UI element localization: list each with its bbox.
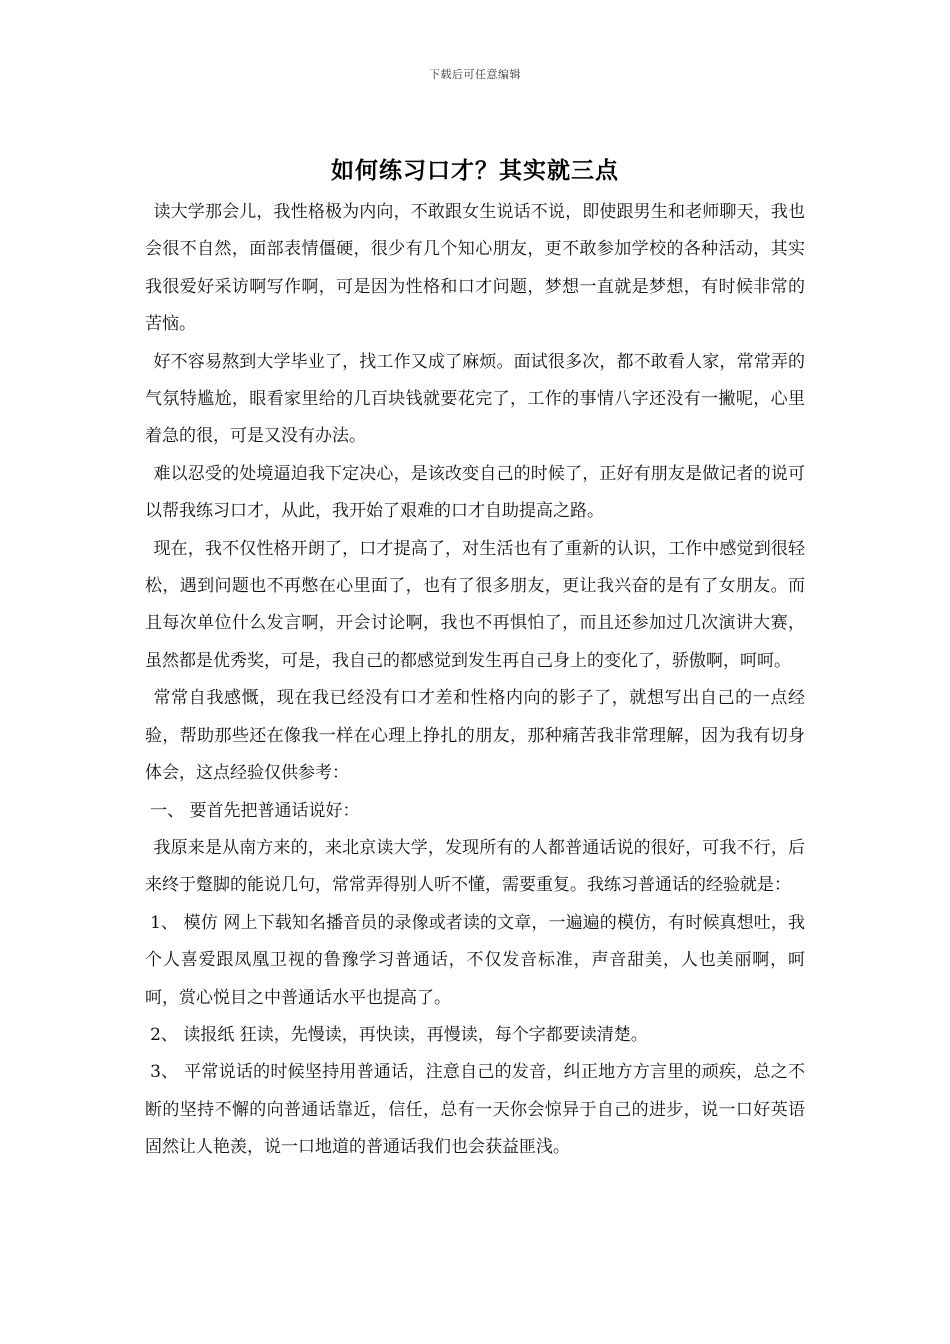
paragraph-intro: 读大学那会儿，我性格极为内向，不敢跟女生说话不说，即使跟男生和老师聊天，我也会很不自然，面部表情僵硬，很少有几个知心朋友，更不敢参加学校的各种活动，其实我很爱好采访啊写作啊，可是因为性格和口才问题，梦想一直就是梦想，有时候非常的苦恼。: [145, 202, 805, 335]
document-title: 如何练习口才？其实就三点: [331, 157, 619, 184]
header-note: 下载后可任意编辑: [429, 68, 521, 81]
section-heading-mandarin: 一、 要首先把普通话说好：: [150, 800, 360, 821]
paragraph-job-search: 好不容易熬到大学毕业了，找工作又成了麻烦。面试很多次，都不敢看人家，常常弄的气氛特尴尬，眼看家里给的几百块钱就要花完了，工作的事情八字还没有一撇呢，心里着急的很，可是又没有办法。: [145, 351, 805, 447]
paragraph-decision: 难以忍受的处境逼迫我下定决心，是该改变自己的时候了，正好有朋友是做记者的说可以帮我练习口才，从此，我开始了艰难的口才自助提高之路。: [145, 463, 805, 522]
list-item-read-newspaper: 2、 读报纸 狂读，先慢读，再快读，再慢读，每个字都要读清楚。: [150, 1024, 648, 1045]
document-body: [145, 194, 805, 1167]
paragraph-mandarin-story: 我原来是从南方来的，来北京读大学，发现所有的人都普通话说的很好，可我不行，后来终于蹩脚的能说几句，常常弄得别人听不懂，需要重复。我练习普通话的经验就是：: [145, 837, 805, 896]
list-item-imitate: 1、 模仿 网上下载知名播音员的录像或者读的文章，一遍遍的模仿，有时候真想吐，我个人喜爱跟凤凰卫视的鲁豫学习普通话，不仅发音标准，声音甜美，人也美丽啊，呵呵，赏心悦目之中普通话水平也提高了。: [145, 912, 805, 1008]
list-item-daily-practice: 3、 平常说话的时候坚持用普通话，注意自己的发音，纠正地方方言里的顽疾，总之不断的坚持不懈的向普通话靠近，信任，总有一天你会惊异于自己的进步，说一口好英语固然让人艳羡，说一口地道的普通话我们也会获益匪浅。: [145, 1062, 805, 1158]
paragraph-reflection: 常常自我感慨，现在我已经没有口才差和性格内向的影子了，就想写出自己的一点经验，帮助那些还在像我一样在心理上挣扎的朋友，那种痛苦我非常理解，因为我有切身体会，这点经验仅供参考：: [145, 688, 805, 784]
paragraph-now: 现在，我不仅性格开朗了，口才提高了，对生活也有了重新的认识，工作中感觉到很轻松，遇到问题也不再憋在心里面了，也有了很多朋友，更让我兴奋的是有了女朋友。而且每次单位什么发言啊，开会讨论啊，我也不再惧怕了，而且还参加过几次演讲大赛，虽然都是优秀奖，可是，我自己的都感觉到发生再自己身上的变化了，骄傲啊，呵呵。: [145, 538, 805, 671]
